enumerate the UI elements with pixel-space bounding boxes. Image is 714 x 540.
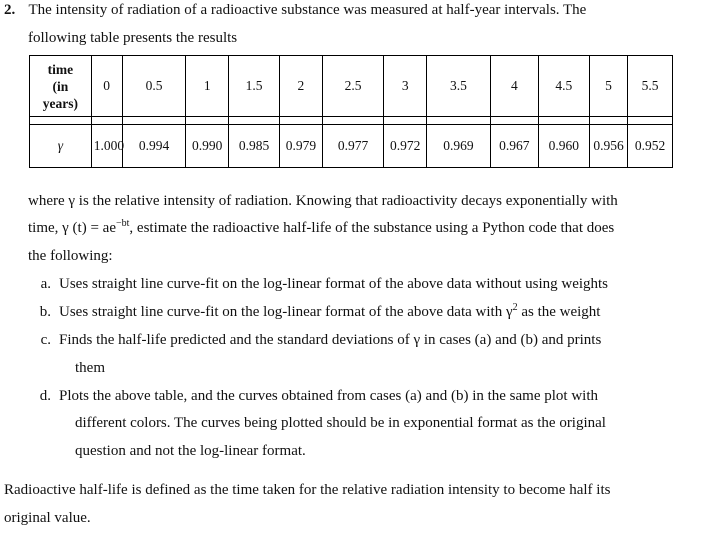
list-text-b-post: as the weight (517, 304, 601, 320)
time-cell: 2.5 (322, 56, 384, 117)
list-text-d-line2: different colors. The curves being plotted should be in exponential format as the original (75, 415, 606, 431)
list-text-c-line1: Finds the half-life predicted and the standard deviations of γ in cases (a) and (b) and prints (59, 332, 602, 348)
list-text-d-line1: Plots the above table, and the curves obtained from cases (a) and (b) in the same plot with (59, 388, 599, 404)
where-line2-pre: time, γ (t) = ae (28, 220, 116, 236)
list-marker-d: d. (39, 388, 51, 404)
gamma-cell: 0.960 (538, 125, 589, 168)
list-text-b-pre: Uses straight line curve-fit on the log-linear format of the above data with γ (59, 304, 513, 320)
data-table (29, 55, 673, 168)
where-line2 (28, 219, 614, 237)
gamma-cell: 1.000 (91, 125, 122, 168)
time-header-line3: years) (42, 95, 78, 111)
time-cell: 5 (589, 56, 627, 117)
footer-line2: original value. (4, 510, 91, 526)
table-row-time (30, 56, 673, 117)
list-item-b (28, 303, 600, 321)
where-line1: where γ is the relative intensity of radiation. Knowing that radioactivity decays exponentially with (28, 193, 618, 209)
list-marker-c: c. (40, 332, 51, 348)
gamma-cell: 0.979 (280, 125, 323, 168)
table-row-gamma (30, 125, 673, 168)
gamma-cell: 0.994 (122, 125, 186, 168)
time-cell: 4.5 (538, 56, 589, 117)
list-text-c-line2: them (75, 360, 105, 376)
gamma-cell: 0.985 (229, 125, 280, 168)
time-cell: 5.5 (628, 56, 673, 117)
list-text-d-line3: question and not the log-linear format. (75, 443, 306, 459)
where-line2-post: , estimate the radioactive half-life of the substance using a Python code that does (129, 220, 615, 236)
time-cell: 3.5 (427, 56, 491, 117)
list-item-c (28, 331, 601, 349)
gamma-cell: 0.967 (490, 125, 538, 168)
question-intro-line2: following table presents the results (28, 30, 238, 46)
where-line3: the following: (28, 248, 113, 264)
where-line2-exponent: −bt (115, 218, 130, 229)
question-heading (4, 1, 586, 19)
list-marker-b: b. (39, 304, 51, 320)
gamma-cell: 0.972 (384, 125, 427, 168)
table-row-gap (30, 117, 673, 125)
gamma-cell: 0.977 (322, 125, 384, 168)
time-cell: 0 (91, 56, 122, 117)
time-cell: 2 (280, 56, 323, 117)
list-item-d (28, 387, 598, 405)
time-cell: 4 (490, 56, 538, 117)
time-header-line1: time (47, 61, 74, 77)
footer-line1: Radioactive half-life is defined as the time taken for the relative radiation intensity to become half its (4, 482, 611, 498)
list-marker-a: a. (40, 276, 51, 292)
gamma-cell: 0.969 (427, 125, 491, 168)
time-cell: 1 (186, 56, 229, 117)
time-cell: 0.5 (122, 56, 186, 117)
time-header-line2: (in (52, 78, 69, 94)
gamma-cell: 0.990 (186, 125, 229, 168)
question-intro-line1: The intensity of radiation of a radioactive substance was measured at half-year intervals. The (28, 2, 587, 18)
gamma-header-cell: γ (30, 125, 92, 168)
gamma-cell: 0.952 (628, 125, 673, 168)
question-number: 2. (4, 2, 16, 18)
time-cell: 1.5 (229, 56, 280, 117)
list-text-b-sup: 2 (512, 302, 518, 313)
gamma-cell: 0.956 (589, 125, 627, 168)
list-text-a: Uses straight line curve-fit on the log-linear format of the above data without using weights (59, 276, 609, 292)
list-item-a (28, 275, 608, 293)
time-cell: 3 (384, 56, 427, 117)
time-header-cell (30, 56, 92, 117)
